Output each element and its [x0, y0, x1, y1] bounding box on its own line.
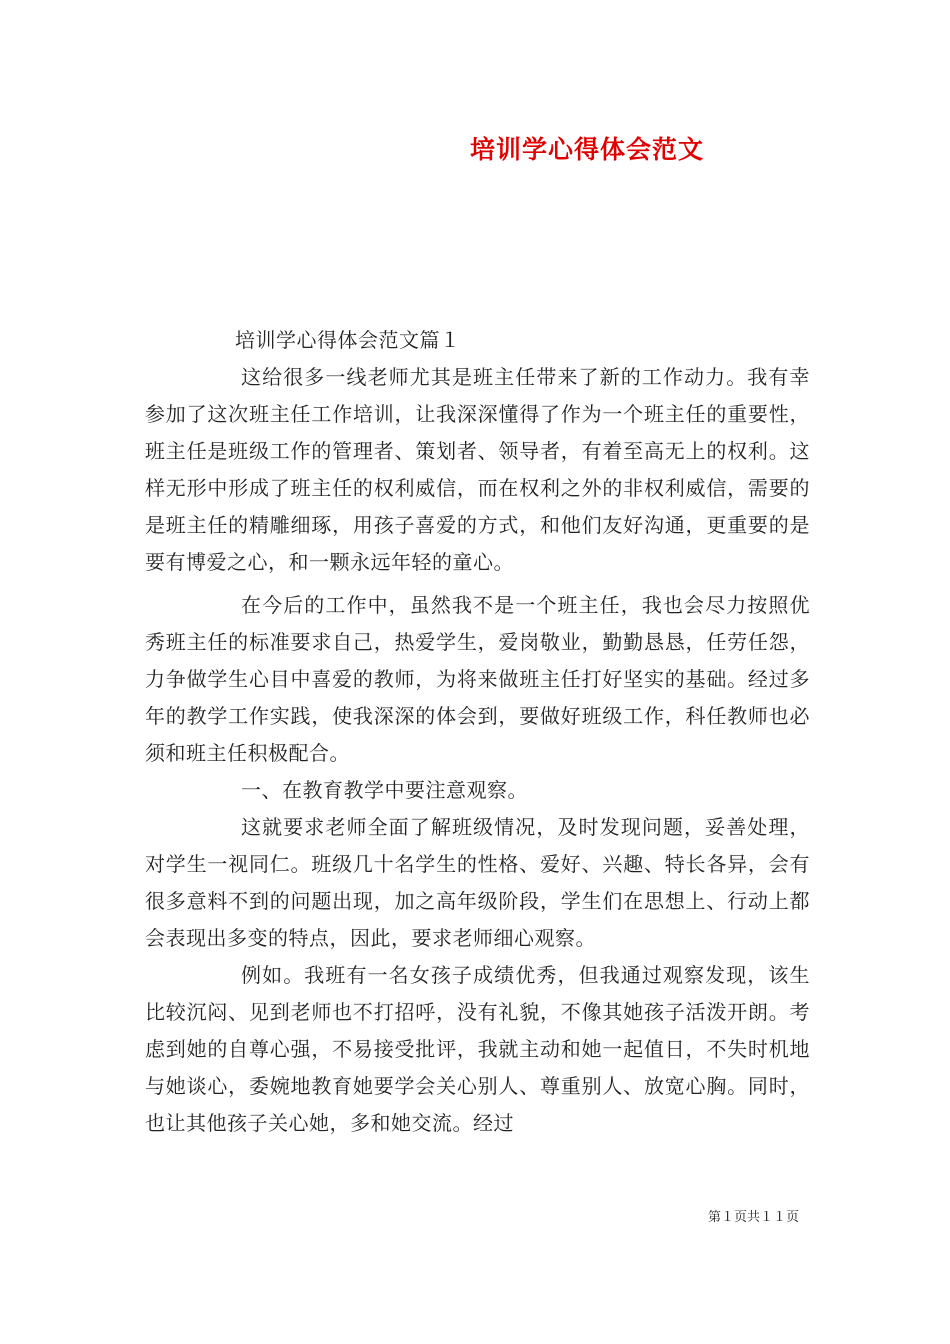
- paragraph: 例如。我班有一名女孩子成绩优秀，但我通过观察发现，该生比较沉闷、见到老师也不打招呼，没有礼貌，不像其她孩子活泼开朗。考虑到她的自尊心强，不易接受批评，我就主动和她一起值日，不失时机地与她谈心，委婉地教育她要学会关心别人、尊重别人、放宽心胸。同时，也让其他孩子关心她，多和她交流。经过: [145, 963, 810, 1135]
- subheading-paragraph: 一、在教育教学中要注意观察。: [241, 778, 528, 802]
- paragraph: 这就要求老师全面了解班级情况，及时发现问题，妥善处理，对学生一视同仁。班级几十名学生的性格、爱好、兴趣、特长各异，会有很多意料不到的问题出现，加之高年级阶段，学生们在思想上、行动上都会表现出多变的特点，因此，要求老师细心观察。: [145, 815, 810, 950]
- page-number-footer: 第１页共１１页: [708, 1210, 800, 1225]
- section-heading: 培训学心得体会范文篇１: [235, 328, 461, 352]
- paragraph: 这给很多一线老师尤其是班主任带来了新的工作动力。我有幸参加了这次班主任工作培训，让我深深懂得了作为一个班主任的重要性，班主任是班级工作的管理者、策划者、领导者，有着至高无上的权利。这样无形中形成了班主任的权利威信，而在权利之外的非权利威信，需要的是班主任的精雕细琢，用孩子喜爱的方式，和他们友好沟通，更重要的是要有博爱之心，和一颗永远年轻的童心。: [145, 365, 810, 574]
- document-body: [145, 322, 810, 1142]
- paragraph: 在今后的工作中，虽然我不是一个班主任，我也会尽力按照优秀班主任的标准要求自己，热爱学生，爱岗敬业，勤勤恳恳，任劳任怨，力争做学生心目中喜爱的教师，为将来做班主任打好坚实的基础。经过多年的教学工作实践，使我深深的体会到，要做好班级工作，科任教师也必须和班主任积极配合。: [145, 593, 810, 765]
- document-title: 培训学心得体会范文: [470, 135, 705, 164]
